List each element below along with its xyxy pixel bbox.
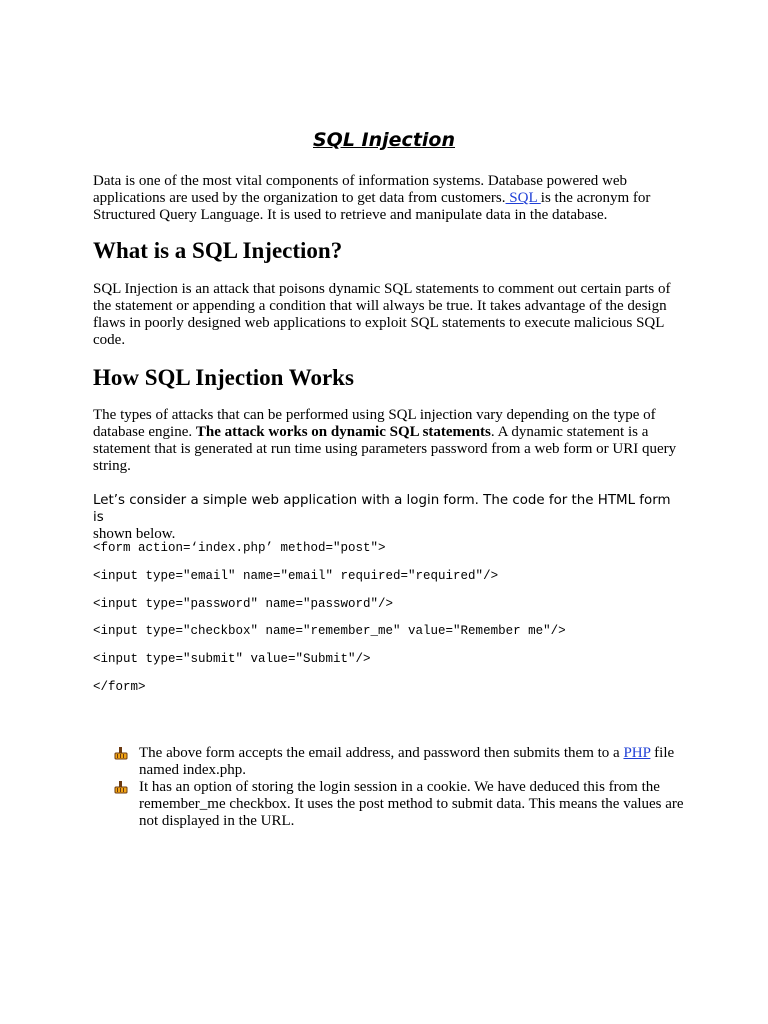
consider-text: Let’s consider a simple web application with a login form. The code for the HTML form is [93, 493, 671, 525]
intro-paragraph [93, 173, 683, 224]
code-line: <input type="checkbox" name="remember_me" value="Remember me"/> [93, 624, 566, 638]
code-line: <input type="email" name="email" required="required"/> [93, 569, 499, 583]
bullet-text: It has an option of storing the login session in a cookie. We have deduced this from the remember_me checkbox. It uses the post method to submit data. This means the values are not displayed in the URL. [139, 779, 684, 829]
hand-pointer-bullet-icon [114, 781, 128, 794]
code-line: <form action=‘index.php’ method="post"> [93, 541, 386, 555]
code-line: <input type="password" name="password"/> [93, 597, 394, 611]
how-it-works-text-start: The types of attacks that can be performed using SQL injection vary depending on the type of database engine. [93, 407, 656, 440]
consider-paragraph [93, 492, 683, 543]
document-title: SQL Injection [313, 129, 455, 151]
bullet-text-end: file named index.php. [139, 745, 675, 778]
code-line: <input type="submit" value="Submit"/> [93, 652, 371, 666]
section-what-is-paragraph: SQL Injection is an attack that poisons dynamic SQL statements to comment out certain parts of the statement or appending a condition that will always be true. It takes advantage of the design flaws in poorly designed web applications to exploit SQL statements to execute malicious SQL code. [93, 281, 671, 348]
intro-text-end: is the acronym for Structured Query Language. It is used to retrieve and manipulate data in the database. [93, 190, 651, 223]
bullet-list [114, 745, 684, 830]
consider-text-tail: shown below. [93, 526, 176, 542]
section-heading-how-it-works: How SQL Injection Works [93, 365, 354, 390]
section-heading-what-is: What is a SQL Injection? [93, 238, 343, 263]
bullet-item [114, 745, 684, 779]
intro-text-start: Data is one of the most vital components of information systems. Database powered web applications are used by the organization to get data from customers. [93, 173, 628, 206]
hand-pointer-bullet-icon [114, 747, 128, 760]
php-link[interactable]: PHP [623, 745, 651, 761]
how-it-works-text-end: . A dynamic statement is a statement that is generated at run time using parameters password from a web form or URI query string. [93, 424, 677, 474]
bullet-item [114, 779, 684, 830]
code-line: </form> [93, 680, 146, 694]
bullet-text-start: The above form accepts the email address, and password then submits them to a [139, 745, 624, 761]
sql-link[interactable]: SQL [505, 190, 541, 206]
how-it-works-bold-text: The attack works on dynamic SQL statements [195, 424, 491, 440]
section-how-it-works-paragraph [93, 407, 683, 475]
